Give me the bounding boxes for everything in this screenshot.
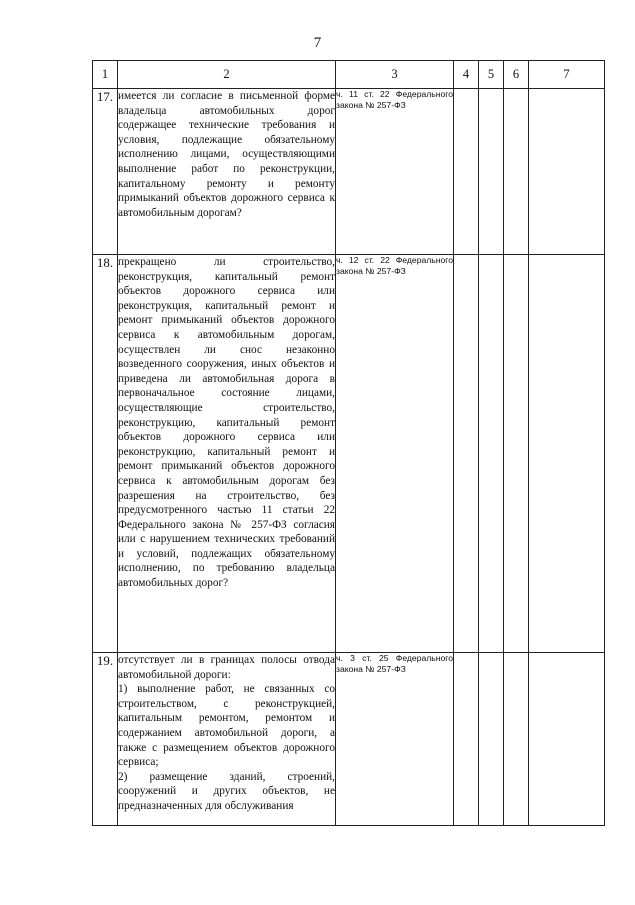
empty-cell xyxy=(454,89,479,255)
empty-cell xyxy=(504,255,529,653)
empty-cell xyxy=(479,653,504,826)
column-header-4: 4 xyxy=(454,61,479,89)
requirement-line: 1) выполнение работ, не связанных со строительством, с реконструкцией, капитальным ремонтом, ремонтом и содержанием автомобильной дороги, а также с размещением объектов дорожного сервиса; xyxy=(118,683,335,769)
requirement-text: имеется ли согласие в письменной форме владельца автомобильных дорог содержащее технические требования и условия, подлежащие обязательному исполнению лицами, осуществляющими выполнение работ по реконструкции, капитальному ремонту и ремонту примыканий объектов дорожного сервиса к автомобильным дорогам? xyxy=(118,89,336,255)
empty-cell xyxy=(454,653,479,826)
page-number: 7 xyxy=(313,35,322,51)
requirement-line: отсутствует ли в границах полосы отвода автомобильной дороги: xyxy=(118,654,335,681)
row-number: 17. xyxy=(93,89,118,255)
column-header-1: 1 xyxy=(93,61,118,89)
legal-reference: ч. 11 ст. 22 Федерального закона № 257-ФЗ xyxy=(336,89,454,255)
empty-cell xyxy=(479,89,504,255)
requirement-text xyxy=(118,653,336,826)
table-row xyxy=(93,89,605,255)
legal-reference: ч. 3 ст. 25 Федерального закона № 257-ФЗ xyxy=(336,653,454,826)
empty-cell xyxy=(454,255,479,653)
column-header-2: 2 xyxy=(118,61,336,89)
column-header-5: 5 xyxy=(479,61,504,89)
empty-cell xyxy=(529,255,605,653)
empty-cell xyxy=(504,653,529,826)
checklist-table xyxy=(92,60,605,826)
requirement-text: прекращено ли строительство, реконструкция, капитальный ремонт объектов дорожного сервиса или реконструкция, капитальный ремонт и ремонт примыканий объектов дорожного сервиса к автомобильным дорогам, осуществлен ли снос незаконно возведенного сооружения, иных объектов и приведена ли автомобильная дорога в первоначальное состояние лицами, осуществляющие строительство, реконструкцию, капитальный ремонт объектов дорожного сервиса или реконструкцию, капитальный ремонт и ремонт примыканий объектов дорожного сервиса к автомобильным дорогам без разрешения на строительство, без предусмотренного частью 11 статьи 22 Федерального закона № 257-ФЗ согласия или с нарушением технических требований и условий, подлежащих обязательному исполнению, по требованию владельца автомобильных дорог? xyxy=(118,255,336,653)
empty-cell xyxy=(504,89,529,255)
table-row xyxy=(93,255,605,653)
column-header-6: 6 xyxy=(504,61,529,89)
requirement-line: 2) размещение зданий, строений, сооружений и других объектов, не предназначенных для обслуживания xyxy=(118,770,335,812)
table-row xyxy=(93,653,605,826)
header-row xyxy=(93,61,605,89)
legal-reference: ч. 12 ст. 22 Федерального закона № 257-ФЗ xyxy=(336,255,454,653)
column-header-3: 3 xyxy=(336,61,454,89)
empty-cell xyxy=(529,89,605,255)
row-number: 18. xyxy=(93,255,118,653)
empty-cell xyxy=(479,255,504,653)
empty-cell xyxy=(529,653,605,826)
row-number: 19. xyxy=(93,653,118,826)
column-header-7: 7 xyxy=(529,61,605,89)
